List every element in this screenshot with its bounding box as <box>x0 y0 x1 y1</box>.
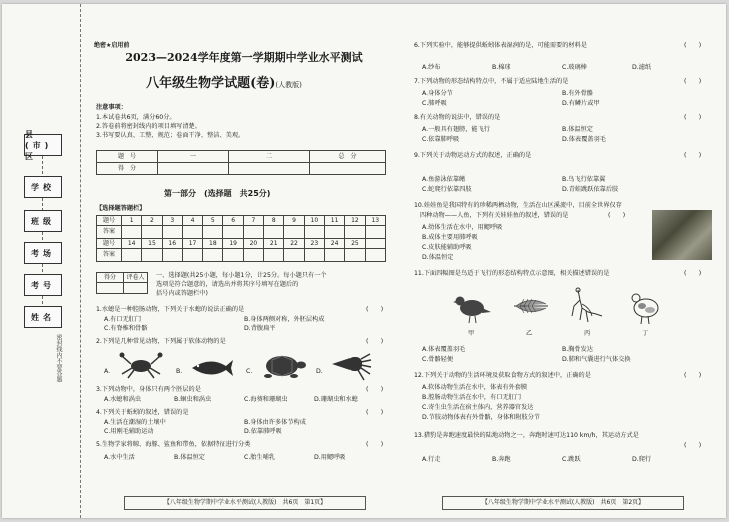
grid-label: 题号 <box>97 239 122 249</box>
pigeon-image <box>452 286 492 326</box>
exam-paper <box>2 4 726 518</box>
answer-cell[interactable] <box>142 249 162 262</box>
giant-salamander-photo <box>652 210 712 260</box>
grid-num: 18 <box>203 239 223 249</box>
question-5: 5.生物学家将鲸、海豚、鲨鱼和带鱼，依据特征进行分类 <box>96 441 251 448</box>
grid-num: 4 <box>182 216 202 226</box>
grid-num: 3 <box>162 216 182 226</box>
option: D.有鳞片或甲 <box>562 100 600 107</box>
question-3: 3.下列动物中，身体只有两个胚层的是 <box>96 386 201 393</box>
option: D.肺和气囊进行气体交换 <box>562 356 631 363</box>
left-page <box>94 4 394 518</box>
grid-label: 题号 <box>97 216 122 226</box>
option: C. <box>246 368 253 375</box>
county-field[interactable]: 县(市)区 <box>24 134 62 156</box>
option: C.肺呼吸 <box>422 100 447 107</box>
answer-cell[interactable] <box>264 226 284 239</box>
option: C.跳跃 <box>562 456 581 463</box>
answer-paren[interactable]: ( ) <box>684 114 702 121</box>
option: C.寄生虫生活在宿主体内，营养器官发达 <box>422 404 534 411</box>
grid-num: 23 <box>304 239 324 249</box>
grid-num: 13 <box>365 216 385 226</box>
grid-num: 17 <box>182 239 202 249</box>
question-6: 6.下列实验中，能够提供蚯蚓体表湿润的是，可能需要的材料是 <box>414 42 587 49</box>
answer-cell[interactable] <box>345 226 365 239</box>
option: D.节肢动物体表有外骨骼，身体和附肢分节 <box>422 414 541 421</box>
answer-cell[interactable] <box>182 249 202 262</box>
option: D. <box>316 368 323 375</box>
squid-image <box>328 350 372 382</box>
score-header: 总 分 <box>310 151 386 163</box>
option: C.蛇爬行依靠四肢 <box>422 186 472 193</box>
feather-image <box>510 286 550 326</box>
option: D.依靠肺呼吸 <box>244 428 282 435</box>
answer-cell[interactable] <box>345 249 365 262</box>
grid-num: 25 <box>345 239 365 249</box>
question-13: 13.猎豹是奔跑速度最快的陆地动物之一，奔跑时速可达110 km/h，其运动方式是 <box>414 432 639 439</box>
answer-cell[interactable] <box>203 249 223 262</box>
option: B.胸骨发达 <box>562 346 593 353</box>
option: C.海葵和珊瑚虫 <box>244 396 288 403</box>
answer-cell[interactable] <box>203 226 223 239</box>
question-1: 1.水螅是一种腔肠动物，下列关于水螅的说法正确的是 <box>96 306 245 313</box>
answer-cell[interactable] <box>182 226 202 239</box>
grid-num: 1 <box>122 216 142 226</box>
option: A.生活在潮湿的土壤中 <box>104 419 166 426</box>
option: B.体温恒定 <box>562 126 593 133</box>
subtitle-edition: (人教版) <box>275 81 302 89</box>
exam-subtitle <box>74 76 374 91</box>
answer-cell[interactable] <box>162 226 182 239</box>
grader-cell[interactable] <box>124 283 148 294</box>
note-item: 3.书写要认真、工整、规范；卷面干净、整洁、美观。 <box>96 132 245 139</box>
option: A.软体动物生活在水中，体表有外套膜 <box>422 384 528 391</box>
section-instruction: 一、选择题(共25小题，每小题1分，计25分。每小题只有一个 <box>156 272 327 279</box>
option: A.身体分节 <box>422 90 453 97</box>
grid-label: 答案 <box>97 226 122 239</box>
option: C.骨骼轻便 <box>422 356 454 363</box>
question-2: 2.下列是几种常见动物，下列属于软体动物的是 <box>96 338 226 345</box>
option: D.背腹扁平 <box>244 325 276 332</box>
grader-label: 得分 <box>97 273 124 283</box>
answer-paren[interactable]: ( ) <box>366 338 384 345</box>
grid-num: 22 <box>284 239 304 249</box>
answer-cell[interactable] <box>365 249 385 262</box>
grid-num: 8 <box>264 216 284 226</box>
question-4: 4.下列关于蚯蚓的叙述，错误的是 <box>96 409 189 416</box>
answer-paren[interactable]: ( ) <box>684 42 702 49</box>
option: C.胎生哺乳 <box>244 454 276 461</box>
option: A.鱼游泳依靠鳍 <box>422 176 466 183</box>
question-12: 12.下列关于动物的生活环境及获取食物方式的叙述中，正确的是 <box>414 372 591 379</box>
answer-bar-label: 【选择题答题栏】 <box>96 205 146 212</box>
score-cell[interactable] <box>158 163 229 175</box>
grid-label: 答案 <box>97 249 122 262</box>
question-11: 11.下面四幅图是鸟适于飞行的形态结构特点示意图，相关描述错误的是 <box>414 270 610 277</box>
option: B.棉球 <box>492 64 511 71</box>
school-field[interactable]: 学校 <box>24 176 62 198</box>
answer-paren[interactable]: ( ) <box>366 441 384 448</box>
answer-cell[interactable] <box>122 226 142 239</box>
answer-paren[interactable]: ( ) <box>684 152 702 159</box>
option: A.一般具有翅膀，能飞行 <box>422 126 490 133</box>
part1-heading: 第一部分 (选择题 共25分) <box>164 189 271 198</box>
option: A.有口无肛门 <box>104 316 142 323</box>
question-10-cont: 四种动物——人鱼，下列有关娃娃鱼的叙述，错误的是 <box>420 212 569 219</box>
option: C.依靠肺呼吸 <box>422 136 460 143</box>
seal-sidebar <box>2 4 81 518</box>
seal-line <box>42 156 44 174</box>
bird-figure <box>452 286 692 342</box>
fish-image <box>190 354 234 380</box>
score-cell[interactable] <box>229 163 310 175</box>
answer-paren[interactable]: ( ) <box>684 78 702 85</box>
page-footer-1: 【八年级生物学期中学业水平测试(人教版) 共6页 第1页】 <box>124 496 366 510</box>
grid-num: 24 <box>324 239 344 249</box>
answer-cell[interactable] <box>304 226 324 239</box>
grid-num: 20 <box>243 239 263 249</box>
answer-paren[interactable]: ( ) <box>366 386 384 393</box>
option: B. <box>176 368 183 375</box>
answer-cell[interactable] <box>142 226 162 239</box>
grader-label: 评卷人 <box>124 273 148 283</box>
option: B.蛔虫和涡虫 <box>174 396 212 403</box>
score-header: 题 号 <box>97 151 158 163</box>
score-header: 二 <box>229 151 310 163</box>
option: D.体表覆盖羽毛 <box>562 136 606 143</box>
score-header: 一 <box>158 151 229 163</box>
air-sac-image <box>626 286 666 326</box>
note-item: 2.答卷前将密封线内的项目填写清楚。 <box>96 123 201 130</box>
grid-num: 16 <box>162 239 182 249</box>
answer-paren[interactable]: ( ) <box>684 270 702 277</box>
option: C.皮肤能辅助呼吸 <box>422 244 472 251</box>
question-10: 10.娃娃鱼是我国特有的珍稀两栖动物，生活在山区溪流中，目前全世界仅存 <box>414 202 622 209</box>
option: D.用鳃呼吸 <box>314 454 346 461</box>
option: C.用刚毛辅助运动 <box>104 428 154 435</box>
answer-cell[interactable] <box>162 249 182 262</box>
grid-num: 15 <box>142 239 162 249</box>
class-field[interactable]: 班级 <box>24 210 62 232</box>
option: B.体温恒定 <box>174 454 205 461</box>
grid-num: 10 <box>304 216 324 226</box>
exam-title: 2023—2024学年度第一学期期中学业水平测试 <box>125 51 363 64</box>
option: A.水中生活 <box>104 454 135 461</box>
option: D.滤纸 <box>632 64 652 71</box>
figure-label: 甲 <box>468 330 475 337</box>
grid-num <box>365 239 385 249</box>
option: C.有脊椎和骨骼 <box>104 325 148 332</box>
answer-cell[interactable] <box>223 249 243 262</box>
grid-num: 5 <box>203 216 223 226</box>
grid-num: 12 <box>345 216 365 226</box>
option: B.鸟飞行依靠翼 <box>562 176 606 183</box>
answer-paren[interactable]: ( ) <box>366 306 384 313</box>
option: B.有外骨骼 <box>562 90 593 97</box>
option: A.行走 <box>422 456 441 463</box>
option: A. <box>104 368 111 375</box>
grid-num: 2 <box>142 216 162 226</box>
answer-paren[interactable]: ( ) <box>366 409 384 416</box>
option: B.奔跑 <box>492 456 511 463</box>
note-item: 1.本试卷共6页，满分60分。 <box>96 114 176 121</box>
seal-warning: 密封线内不要答题 <box>55 334 62 382</box>
page-footer-2: 【八年级生物学期中学业水平测试(人教版) 共6页 第2页】 <box>442 496 684 510</box>
answer-cell[interactable] <box>284 226 304 239</box>
option: A.幼体生活在水中，用鳃呼吸 <box>422 224 503 231</box>
answer-cell[interactable] <box>243 249 263 262</box>
right-page <box>412 4 712 518</box>
answer-cell[interactable] <box>264 249 284 262</box>
figure-label: 丁 <box>642 330 649 337</box>
option: A.水螅和涡虫 <box>104 396 142 403</box>
exam-room-field[interactable]: 考场 <box>24 242 62 264</box>
grader-box <box>96 272 148 294</box>
answer-grid <box>96 215 386 262</box>
answer-cell[interactable] <box>122 249 142 262</box>
answer-cell[interactable] <box>365 226 385 239</box>
option: D.爬行 <box>632 456 652 463</box>
option: B.成体主要用肺呼吸 <box>422 234 478 241</box>
grader-cell[interactable] <box>97 283 124 294</box>
section-instruction: 括号内或答题栏中) <box>156 290 208 297</box>
name-field[interactable]: 姓名 <box>24 306 62 328</box>
notes-heading: 注意事项： <box>96 104 127 111</box>
question-8: 8.有关动物的说法中，错误的是 <box>414 114 501 121</box>
answer-cell[interactable] <box>324 249 344 262</box>
answer-cell[interactable] <box>304 249 324 262</box>
exam-number-field[interactable]: 考号 <box>24 274 62 296</box>
grid-num: 14 <box>122 239 142 249</box>
answer-paren[interactable]: ( ) <box>608 212 626 219</box>
figure-label: 丙 <box>584 330 591 337</box>
subtitle-main: 八年级生物学试题(卷) <box>146 76 276 91</box>
question-7: 7.下列动物的形态结构特点中，不属于适应陆地生活的是 <box>414 78 569 85</box>
answer-cell[interactable] <box>223 226 243 239</box>
figure-label: 乙 <box>526 330 533 337</box>
option: D.珊瑚虫和水螅 <box>314 396 358 403</box>
answer-cell[interactable] <box>243 226 263 239</box>
option: A.体表覆盖羽毛 <box>422 346 466 353</box>
grid-num: 11 <box>324 216 344 226</box>
secret-tag: 绝密★启用前 <box>94 42 130 49</box>
answer-paren[interactable]: ( ) <box>684 442 702 449</box>
grid-num: 21 <box>264 239 284 249</box>
section-instruction: 选项是符合题意的，请选出并将其序号填写在题后的 <box>156 281 299 288</box>
crab-image <box>118 350 164 380</box>
answer-paren[interactable]: ( ) <box>684 372 702 379</box>
grid-num: 9 <box>284 216 304 226</box>
option: D.体温恒定 <box>422 254 454 261</box>
answer-cell[interactable] <box>284 249 304 262</box>
option: D.青蛙跳跃依靠后肢 <box>562 186 619 193</box>
turtle-image <box>258 352 306 382</box>
question-9: 9.下列关于动物运动方式的叙述，正确的是 <box>414 152 532 159</box>
grid-num: 6 <box>223 216 243 226</box>
option: B.腔肠动物生活在水中，有口无肛门 <box>422 394 522 401</box>
grid-num: 19 <box>223 239 243 249</box>
score-cell[interactable] <box>310 163 386 175</box>
skeleton-image <box>568 286 608 326</box>
score-label: 得 分 <box>97 163 158 175</box>
option: A.纱布 <box>422 64 441 71</box>
option: C.玻璃棒 <box>562 64 587 71</box>
option: B.身体两侧对称，外胚层构成 <box>244 316 325 323</box>
score-table <box>96 150 386 175</box>
answer-cell[interactable] <box>324 226 344 239</box>
grid-num: 7 <box>243 216 263 226</box>
option: B.身体由许多体节构成 <box>244 419 306 426</box>
